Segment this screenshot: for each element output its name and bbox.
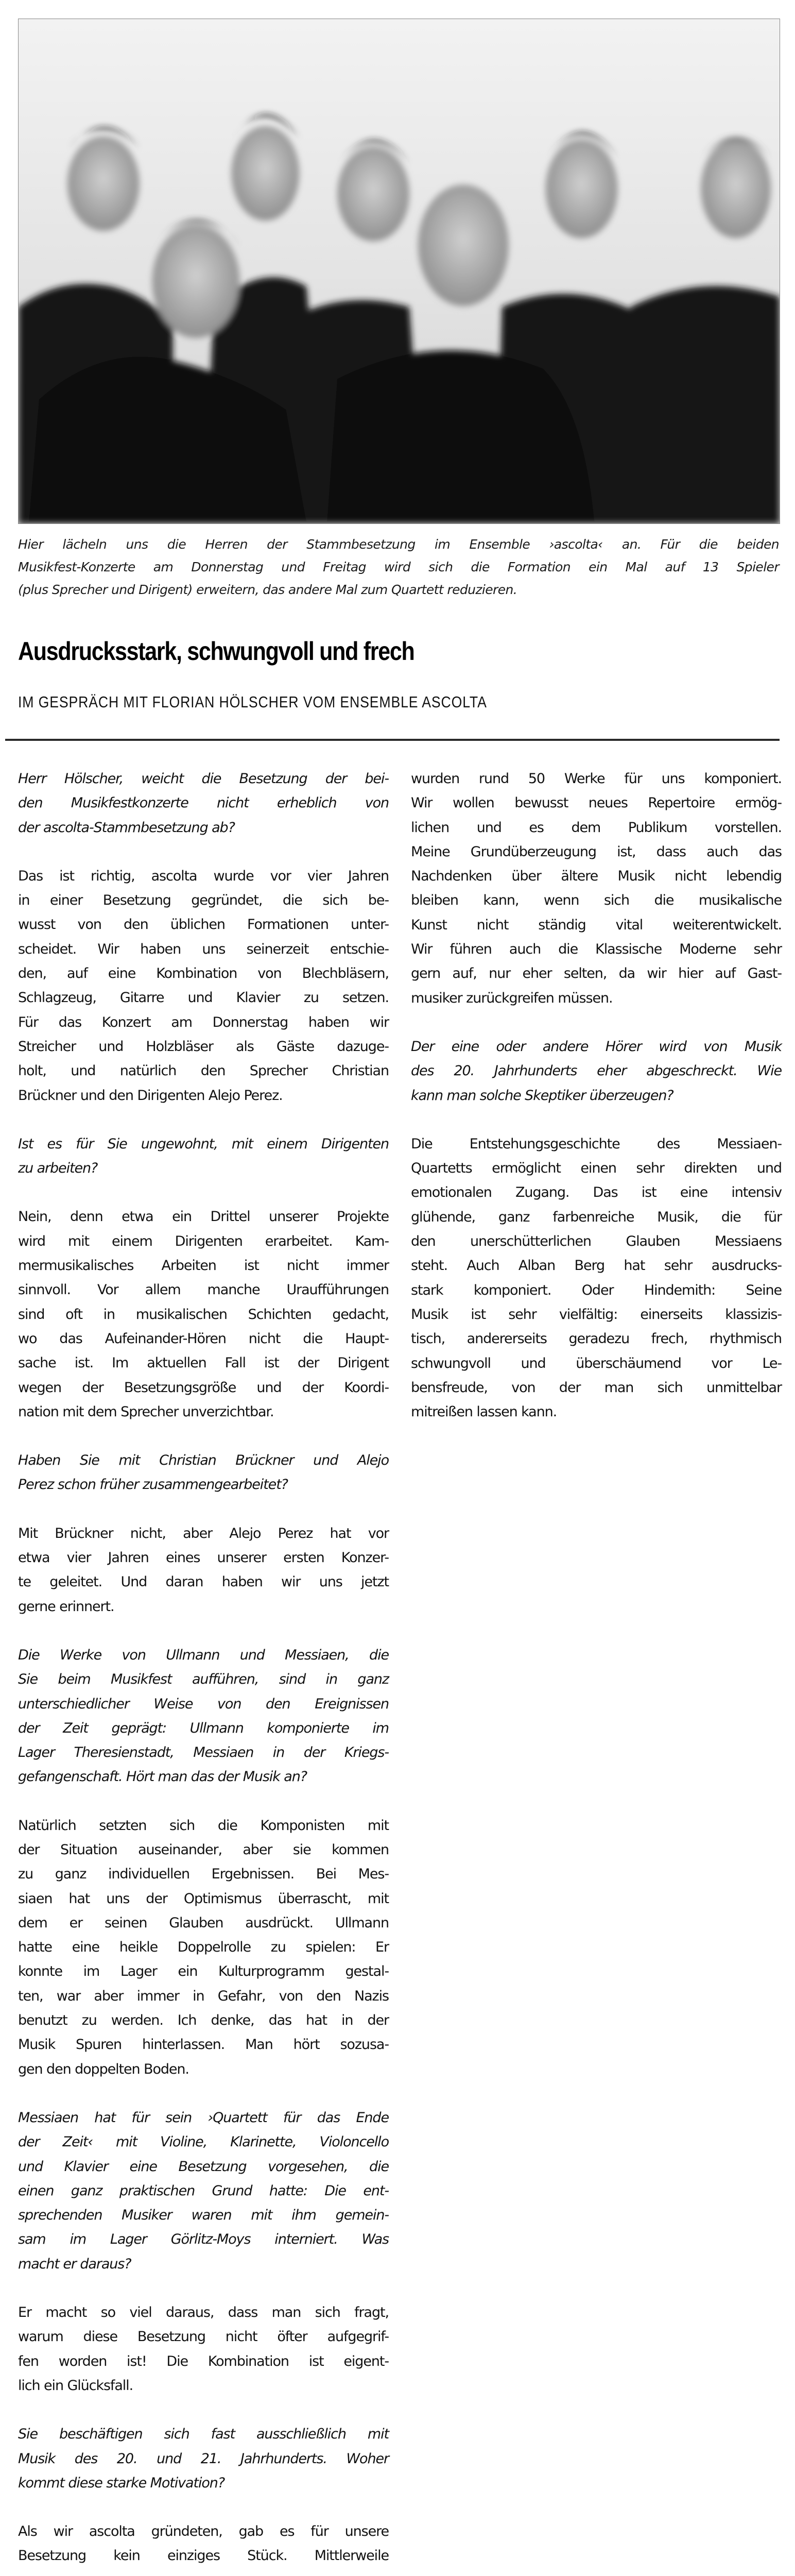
- text-line: Kunst nicht ständig vital weiterentwickelt.: [411, 917, 782, 933]
- interview-answer: [18, 1205, 389, 1424]
- text-line: sinnvoll. Vor allem manche Uraufführungen: [18, 1282, 389, 1298]
- text-line: Wir führen auch die Klassische Moderne sehr: [411, 941, 782, 958]
- text-line: warum diese Besetzung nicht öfter aufgegrif-: [18, 2329, 389, 2345]
- interview-answer: [18, 1814, 389, 2081]
- caption-line: Musikfest-Konzerte am Donnerstag und Freitag wird sich die Formation ein Mal auf 13 Spieler: [18, 560, 779, 574]
- text-line: lichen und es dem Publikum vorstellen.: [411, 819, 782, 836]
- text-line: Lager Theresienstadt, Messiaen in der Kriegs-: [18, 1744, 389, 1761]
- text-line: zu ganz individuellen Ergebnissen. Bei Mes-: [18, 1866, 389, 1883]
- article-title: Ausdrucksstark, schwungvoll und frech: [18, 637, 414, 666]
- text-line: der Situation auseinander, aber sie kommen: [18, 1841, 389, 1858]
- text-line: kann man solche Skeptiker überzeugen?: [411, 1087, 673, 1104]
- text-line: der ascolta-Stammbesetzung ab?: [18, 819, 235, 836]
- section-divider: [5, 739, 780, 741]
- text-line: Mit Brückner nicht, aber Alejo Perez hat vor: [18, 1525, 389, 1541]
- text-line: sind oft in musikalischen Schichten gedacht,: [18, 1306, 389, 1323]
- text-line: Sie beim Musikfest aufführen, sind in ganz: [18, 1671, 389, 1688]
- text-line: Messiaen hat für sein ›Quartett für das Ende: [18, 2109, 389, 2126]
- text-line: Wir wollen bewusst neues Repertoire ermög-: [411, 795, 782, 811]
- text-line: schwungvoll und überschäumend vor Le-: [411, 1355, 782, 1371]
- interview-answer: [18, 864, 389, 1108]
- text-line: in einer Besetzung gegründet, die sich be-: [18, 892, 389, 909]
- ensemble-photo: [18, 19, 780, 524]
- text-line: glühende, ganz farbenreiche Musik, die für: [411, 1209, 782, 1225]
- text-line: Schlagzeug, Gitarre und Klavier zu setzen.: [18, 990, 389, 1006]
- text-line: Streicher und Holzbläser als Gäste dazuge-: [18, 1038, 389, 1055]
- photo-image-icon: [19, 19, 780, 523]
- photo-caption: [18, 533, 779, 601]
- text-line: den Musikfestkonzerte nicht erheblich von: [18, 795, 389, 811]
- text-line: zu arbeiten?: [18, 1160, 98, 1177]
- text-line: der Zeit geprägt: Ullmann komponierte im: [18, 1720, 389, 1736]
- text-line: wird mit einem Dirigenten erarbeitet. Kam-: [18, 1233, 389, 1249]
- text-line: Haben Sie mit Christian Brückner und Alejo: [18, 1452, 389, 1469]
- text-line: gefangenschaft. Hört man das der Musik an?: [18, 1769, 307, 1785]
- text-line: Die Entstehungsgeschichte des Messiaen-: [411, 1136, 782, 1152]
- text-line: Musik ist sehr vielfältig: einerseits klassizis-: [411, 1306, 782, 1323]
- article-subtitle: IM GESPRÄCH MIT FLORIAN HÖLSCHER VOM ENSEMBLE ASCOLTA: [18, 693, 487, 711]
- text-line: holt, und natürlich den Sprecher Christian: [18, 1063, 389, 1079]
- text-line: emotionalen Zugang. Das ist eine intensiv: [411, 1184, 782, 1201]
- text-line: gern auf, nur eher selten, da wir hier auf Gast-: [411, 965, 782, 982]
- text-line: Der eine oder andere Hörer wird von Musik: [411, 1038, 782, 1055]
- interview-question: [18, 1132, 389, 1181]
- caption-line: Hier lächeln uns die Herren der Stammbesetzung im Ensemble ›ascolta‹ an. Für die beiden: [18, 537, 779, 552]
- text-line: Natürlich setzten sich die Komponisten mit: [18, 1817, 389, 1834]
- text-line: Nachdenken über ältere Musik nicht lebendig: [411, 868, 782, 885]
- text-line: bleiben kann, wenn sich die musikalische: [411, 892, 782, 909]
- text-line: wegen der Besetzungsgröße und der Koordi-: [18, 1379, 389, 1396]
- text-line: kommt diese starke Motivation?: [18, 2475, 225, 2491]
- text-line: Als wir ascolta gründeten, gab es für unsere: [18, 2523, 389, 2540]
- text-line: mermusikalisches Arbeiten ist nicht immer: [18, 1258, 389, 1274]
- text-line: Brückner und den Dirigenten Alejo Perez.: [18, 1087, 283, 1104]
- text-line: fen worden ist! Die Kombination ist eigent-: [18, 2353, 389, 2369]
- text-line: sprechenden Musiker waren mit ihm gemein-: [18, 2207, 389, 2224]
- text-line: lich ein Glücksfall.: [18, 2377, 133, 2394]
- text-line: unterschiedlicher Weise von den Ereignissen: [18, 1696, 389, 1712]
- text-line: gerne erinnert.: [18, 1598, 114, 1615]
- text-line: Quartetts ermöglicht einen sehr direkten und: [411, 1160, 782, 1177]
- text-line: bensfreude, von der man sich unmittelbar: [411, 1379, 782, 1396]
- interview-answer: [18, 2519, 389, 2568]
- text-line: Das ist richtig, ascolta wurde vor vier Jahren: [18, 868, 389, 884]
- text-line: tisch, andererseits geradezu frech, rhythmisch: [411, 1331, 782, 1347]
- text-line: steht. Auch Alban Berg hat sehr ausdrucks-: [411, 1258, 782, 1274]
- interview-answer: [411, 1132, 782, 1425]
- text-line: benutzt zu werden. Ich denke, das hat in der: [18, 2012, 389, 2029]
- text-line: sam im Lager Görlitz-Moys interniert. Was: [18, 2231, 389, 2248]
- text-line: den, auf eine Kombination von Blechbläsern,: [18, 965, 389, 982]
- interview-answer: [18, 2300, 389, 2398]
- text-line: macht er daraus?: [18, 2256, 131, 2272]
- text-line: Er macht so viel daraus, dass man sich fragt,: [18, 2304, 389, 2321]
- interview-answer: [411, 767, 782, 1010]
- text-line: Nein, denn etwa ein Drittel unserer Projekte: [18, 1209, 389, 1225]
- text-line: musiker zurückgreifen müssen.: [411, 990, 613, 1006]
- text-line: Musik des 20. und 21. Jahrhunderts. Woher: [18, 2450, 389, 2467]
- interview-question: [18, 2422, 389, 2495]
- interview-question: [18, 1643, 389, 1789]
- interview-question: [18, 1448, 389, 1497]
- interview-question: [411, 1035, 782, 1108]
- text-line: wusst von den üblichen Formationen unter-: [18, 917, 389, 933]
- text-line: konnte im Lager ein Kulturprogramm gestal-: [18, 1963, 389, 1980]
- text-line: wurden rund 50 Werke für uns komponiert.: [411, 771, 782, 787]
- left-column: [18, 767, 389, 2576]
- text-line: te geleitet. Und daran haben wir uns jetzt: [18, 1574, 389, 1590]
- text-line: sache ist. Im aktuellen Fall ist der Dirigent: [18, 1355, 389, 1371]
- text-line: gen den doppelten Boden.: [18, 2061, 189, 2077]
- text-line: dem er seinen Glauben ausdrückt. Ullmann: [18, 1914, 389, 1931]
- text-line: Für das Konzert am Donnerstag haben wir: [18, 1014, 389, 1030]
- text-line: der Zeit‹ mit Violine, Klarinette, Violoncello: [18, 2134, 389, 2150]
- text-line: Besetzung kein einziges Stück. Mittlerweile: [18, 2548, 389, 2564]
- text-line: Die Werke von Ullmann und Messiaen, die: [18, 1647, 389, 1663]
- text-line: nation mit dem Sprecher unverzichtbar.: [18, 1403, 274, 1420]
- interview-question: [18, 767, 389, 840]
- text-line: den unerschütterlichen Glauben Messiaens: [411, 1233, 782, 1250]
- right-column: [411, 767, 782, 1448]
- text-line: ten, war aber immer in Gefahr, von den Nazis: [18, 1988, 389, 2004]
- text-line: Ist es für Sie ungewohnt, mit einem Dirigenten: [18, 1136, 389, 1152]
- text-line: wo das Aufeinander-Hören nicht die Haupt-: [18, 1330, 389, 1347]
- text-line: und Klavier eine Besetzung vorgesehen, die: [18, 2158, 389, 2175]
- text-line: etwa vier Jahren eines unserer ersten Konzer-: [18, 1550, 389, 1566]
- text-line: Musik Spuren hinterlassen. Man hört sozusa-: [18, 2037, 389, 2053]
- text-line: stark komponiert. Oder Hindemith: Seine: [411, 1282, 782, 1298]
- text-line: hatte eine heikle Doppelrolle zu spielen: Er: [18, 1939, 389, 1956]
- text-line: Meine Grundüberzeugung ist, dass auch das: [411, 843, 782, 860]
- text-line: siaen hat uns der Optimismus überrascht, mit: [18, 1890, 389, 1907]
- interview-answer: [18, 1521, 389, 1619]
- text-line: Herr Hölscher, weicht die Besetzung der bei-: [18, 771, 389, 787]
- text-line: scheidet. Wir haben uns seinerzeit entschie-: [18, 941, 389, 957]
- text-line: Sie beschäftigen sich fast ausschließlich mit: [18, 2426, 389, 2443]
- text-line: Perez schon früher zusammengearbeitet?: [18, 1477, 288, 1493]
- text-line: einen ganz praktischen Grund hatte: Die ent-: [18, 2182, 389, 2199]
- text-line: mitreißen lassen kann.: [411, 1404, 557, 1420]
- interview-question: [18, 2106, 389, 2276]
- caption-line: (plus Sprecher und Dirigent) erweitern, das andere Mal zum Quartett reduzieren.: [18, 582, 517, 597]
- text-line: des 20. Jahrhunderts eher abgeschreckt. Wie: [411, 1063, 782, 1079]
